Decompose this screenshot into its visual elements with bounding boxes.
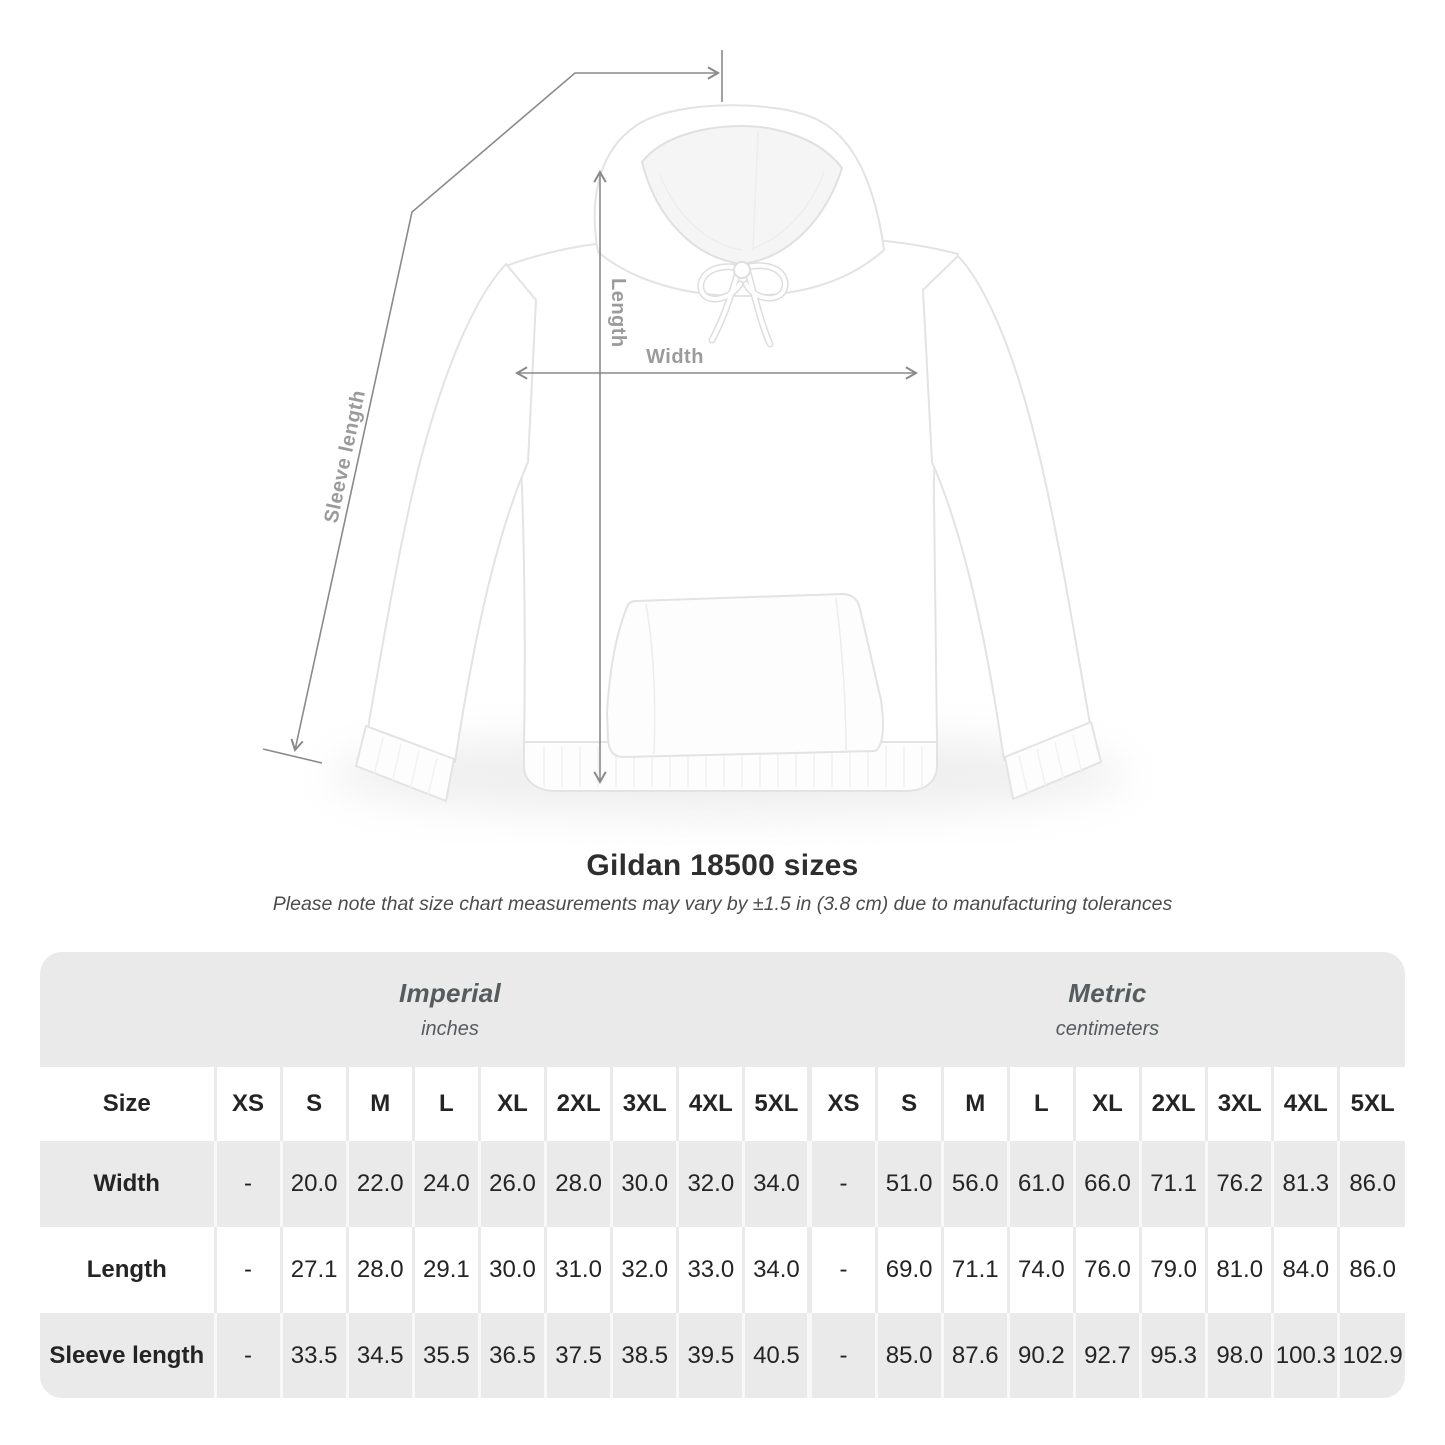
size-header-cell: M [347,1067,413,1141]
metric-group-header [810,952,1405,1067]
imperial-unit: inches [421,1018,479,1040]
value-cell: 34.0 [744,1141,810,1227]
value-cell: 51.0 [876,1141,942,1227]
value-cell: - [215,1313,281,1398]
value-cell: 29.1 [413,1227,479,1313]
value-cell: 81.3 [1273,1141,1339,1227]
size-header-row [40,1067,1405,1141]
value-cell: 40.5 [744,1313,810,1398]
size-header-cell: XL [1074,1067,1140,1141]
value-cell: 86.0 [1339,1141,1405,1227]
page-title: Gildan 18500 sizes [586,849,859,882]
value-cell: 35.5 [413,1313,479,1398]
value-cell: 95.3 [1141,1313,1207,1398]
tolerance-note: Please note that size chart measurements may vary by ±1.5 in (3.8 cm) due to manufacturing tolerances [272,893,1173,915]
length-label: Length [607,278,629,348]
value-cell: 71.1 [1141,1141,1207,1227]
size-header-cell: 4XL [678,1067,744,1141]
size-header-cell: M [942,1067,1008,1141]
value-cell: 39.5 [678,1313,744,1398]
value-cell: - [215,1227,281,1313]
size-header-cell: XL [479,1067,545,1141]
value-cell: 32.0 [678,1141,744,1227]
value-cell: 86.0 [1339,1227,1405,1313]
size-header-cell: 5XL [1339,1067,1405,1141]
size-header-cell: 3XL [612,1067,678,1141]
metric-unit: centimeters [1055,1018,1160,1040]
value-cell: 32.0 [612,1227,678,1313]
value-cell: 76.2 [1207,1141,1273,1227]
size-header-cell: L [1008,1067,1074,1141]
size-header-cell: XS [215,1067,281,1141]
value-cell: 85.0 [876,1313,942,1398]
size-header-cell: L [413,1067,479,1141]
row-label: Sleeve length [49,1342,205,1369]
value-cell: 31.0 [546,1227,612,1313]
row-label: Length [40,1227,215,1313]
size-header-cell: S [281,1067,347,1141]
value-cell: 56.0 [942,1141,1008,1227]
value-cell: 26.0 [479,1141,545,1227]
value-cell: 98.0 [1207,1313,1273,1398]
value-cell: 69.0 [876,1227,942,1313]
value-cell: - [810,1227,876,1313]
value-cell: 36.5 [479,1313,545,1398]
value-cell: 34.0 [744,1227,810,1313]
row-label: Width [93,1170,160,1197]
value-cell: 92.7 [1074,1313,1140,1398]
table-row [40,1227,1405,1313]
metric-label: Metric [1068,978,1147,1008]
value-cell: 90.2 [1008,1313,1074,1398]
unit-group-row [40,952,1405,1067]
value-cell: - [215,1141,281,1227]
value-cell: 28.0 [347,1227,413,1313]
value-cell: 30.0 [612,1141,678,1227]
width-label: Width [646,346,704,368]
value-cell: 20.0 [281,1141,347,1227]
value-cell: 61.0 [1008,1141,1074,1227]
value-cell: 84.0 [1273,1227,1339,1313]
sleeve-length-bottom-tick [263,749,322,763]
value-cell: 38.5 [612,1313,678,1398]
size-chart-table-container [40,952,1405,1398]
size-column-header: Size [40,1067,215,1141]
size-header-cell: 5XL [744,1067,810,1141]
value-cell: 81.0 [1207,1227,1273,1313]
value-cell: - [810,1313,876,1398]
size-header-cell: 3XL [1207,1067,1273,1141]
value-cell: 34.5 [347,1313,413,1398]
value-cell: 71.1 [942,1227,1008,1313]
value-cell: 100.3 [1273,1313,1339,1398]
size-chart-table [40,952,1405,1398]
value-cell: 74.0 [1008,1227,1074,1313]
hoodie-right-sleeve [923,256,1090,760]
size-header-cell: 2XL [1141,1067,1207,1141]
size-header-cell: 4XL [1273,1067,1339,1141]
value-cell: 37.5 [546,1313,612,1398]
value-cell: - [810,1141,876,1227]
size-header-cell: XS [810,1067,876,1141]
size-header-cell: 2XL [546,1067,612,1141]
sleeve-length-label: Sleeve length [320,387,371,526]
table-row [40,1313,1405,1398]
hoodie-left-sleeve [368,264,536,762]
value-cell: 27.1 [281,1227,347,1313]
value-cell: 24.0 [413,1141,479,1227]
value-cell: 79.0 [1141,1227,1207,1313]
value-cell: 102.9 [1339,1313,1405,1398]
value-cell: 33.5 [281,1313,347,1398]
value-cell: 28.0 [546,1141,612,1227]
size-header-cell: S [876,1067,942,1141]
imperial-group-header [40,952,810,1067]
table-row [40,1141,1405,1227]
value-cell: 33.0 [678,1227,744,1313]
value-cell: 76.0 [1074,1227,1140,1313]
drawstring-knot [734,262,750,278]
value-cell: 30.0 [479,1227,545,1313]
imperial-label: Imperial [398,978,502,1008]
value-cell: 22.0 [347,1141,413,1227]
value-cell: 87.6 [942,1313,1008,1398]
value-cell: 66.0 [1074,1141,1140,1227]
